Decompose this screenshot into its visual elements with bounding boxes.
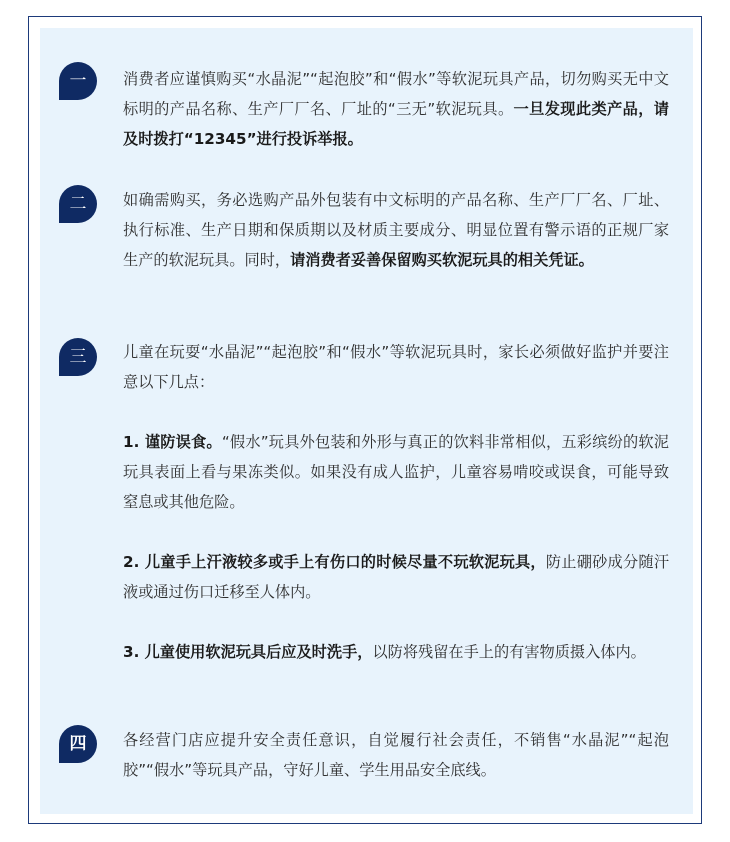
tip-text: 如确需购买，务必选购产品外包装有中文标明的产品名称、生产厂厂名、厂址、执行标准、生产日期和保质期以及材质主要成分、明显位置有警示语的正规厂家生产的软泥玩具。同时，请消费者妥善保留购买软泥玩具的相关凭证。 [123,191,669,269]
number-badge: 三 [59,338,97,376]
tip-text [123,337,669,667]
tip-intro: 儿童在玩耍“水晶泥”“起泡胶”和“假水”等软泥玩具时，家长必须做好监护并要注意以下几点： [123,343,669,391]
tip-point-2: 2. 儿童手上汗液较多或手上有伤口的时候尽量不玩软泥玩具，防止硼砂成分随汗液或通过伤口迁移至人体内。 [123,553,670,601]
number-badge: 四 [59,725,97,763]
number-badge: 二 [59,185,97,223]
tip-point-1: 1. 谨防误食。“假水”玩具外包装和外形与真正的饮料非常相似，五彩缤纷的软泥玩具表面上看与果冻类似。如果没有成人监护，儿童容易啃咬或误食，可能导致窒息或其他危险。 [123,433,669,511]
number-badge: 一 [59,62,97,100]
tips-panel [40,28,693,814]
tip-text: 消费者应谨慎购买“水晶泥”“起泡胶”和“假水”等软泥玩具产品，切勿购买无中文标明的产品名称、生产厂厂名、厂址的“三无”软泥玩具。一旦发现此类产品，请及时拨打“12345”进行投诉举报。 [123,70,669,148]
tip-text: 各经营门店应提升安全责任意识，自觉履行社会责任，不销售“水晶泥”“起泡胶”“假水”等玩具产品，守好儿童、学生用品安全底线。 [123,731,669,779]
tip-point-3: 3. 儿童使用软泥玩具后应及时洗手，以防将残留在手上的有害物质摄入体内。 [123,643,646,661]
